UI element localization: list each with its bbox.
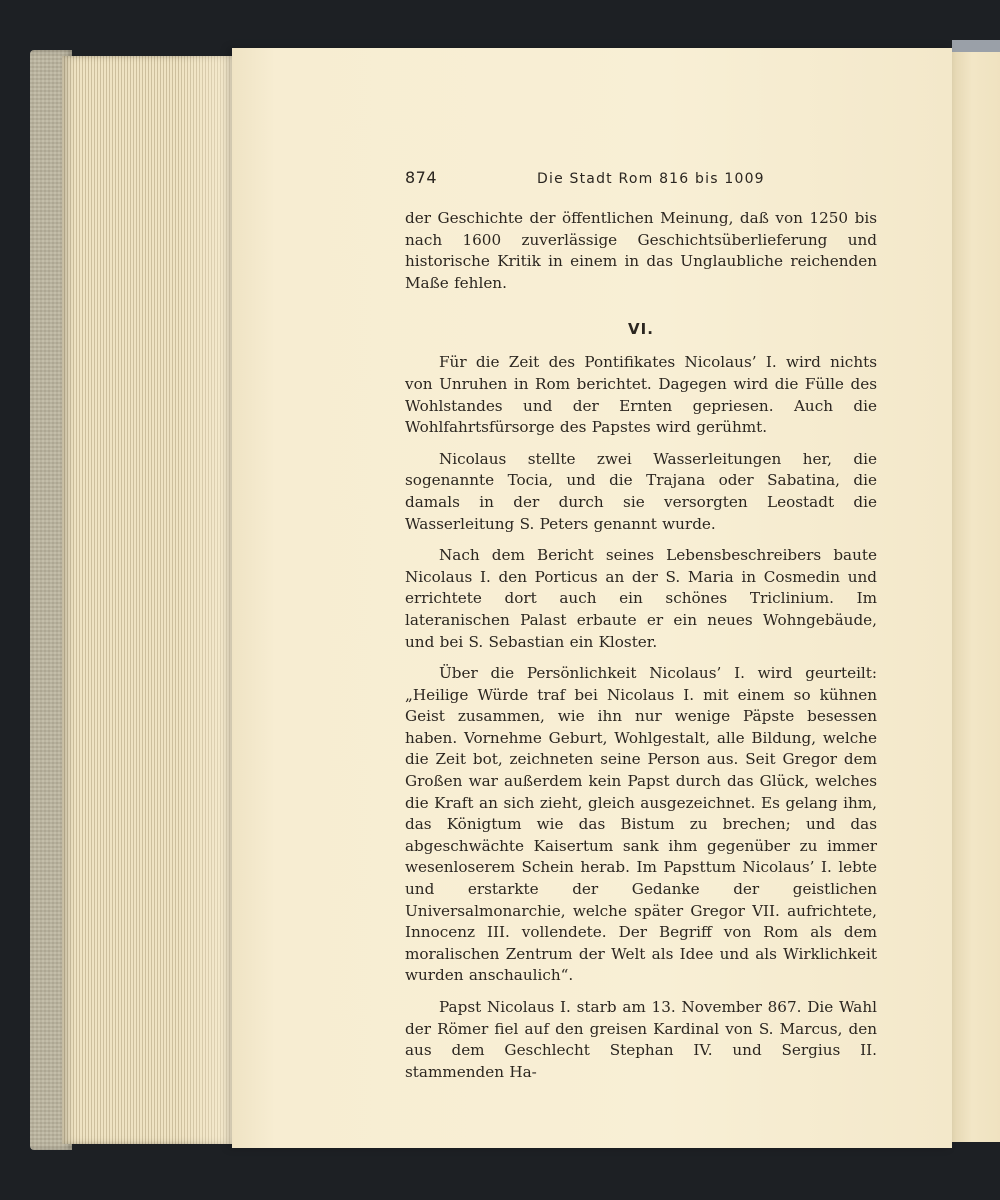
paragraph: Nicolaus stellte zwei Wasserleitungen her, die sogenannte Tocia, und die Trajana oder Sabatina, die damals in der durch sie versorgten Leostadt die Wasserleitung S. Peters genannt wurde. [405,449,877,533]
paragraph: Für die Zeit des Pontifikates Nicolaus’ I. wird nichts von Unruhen in Rom berichtet. Dagegen wird die Fülle des Wohlstandes und der Ernten gepriesen. Auch die Wohlfahrtsfürsorge des Papstes wird gerühmt. [405,353,877,437]
page-edges [62,56,238,1144]
paragraph: Nach dem Bericht seines Lebensbeschreibers baute Nicolaus I. den Porticus an der S. Maria in Cosmedin und errichtete dort auch ein schönes Triclinium. Im lateranischen Palast erbaute er ein neues Wohngebäude, und bei S. Sebastian ein Kloster. [405,546,877,651]
paragraph: Papst Nicolaus I. starb am 13. November 867. Die Wahl der Römer fiel auf den greisen Kardinal von S. Marcus, den aus dem Geschlecht Stephan IV. und Sergius II. stammenden Ha- [405,998,877,1081]
paragraph: Über die Persönlichkeit Nicolaus’ I. wird geurteilt: „Heilige Würde traf bei Nicolaus I. mit einem so kühnen Geist zusammen, wie ihn nur wenige Päpste besessen haben. Vornehme Geburt, Wohlgestalt, alle Bildung, welche die Zeit bot, zeichneten seine Person aus. Seit Gregor dem Großen war außerdem kein Papst durch das Glück, welches die Kraft an sich zieht, gleich ausgezeichnet. Es gelang ihm, das Königtum wie das Bistum zu brechen; und das abgeschwächte Kaisertum sank ihm gegenüber zu immer wesenloserem Schein herab. Im Papsttum Nicolaus’ I. lebte und erstarkte der Gedanke der geistlichen Universalmonarchie, welche später Gregor VII. aufrichtete, Innocenz III. vollendete. Der Begriff von Rom als dem moralischen Zentrum der Welt als Idee und als Wirklichkeit wurden anschaulich“. [405,664,877,985]
page-text-block [405,168,877,1083]
page-number: 874 [405,168,438,187]
paragraph-continuation: der Geschichte der öffentlichen Meinung, daß von 1250 bis nach 1600 zuverlässige Geschichtsüberlieferung und historische Kritik in einem in das Unglaubliche reichenden Maße fehlen. [405,209,877,292]
section-heading: VI. [628,320,654,339]
running-title: Die Stadt Rom 816 bis 1009 [537,171,765,187]
facing-page-edge [950,52,1000,1142]
running-head [405,168,877,194]
